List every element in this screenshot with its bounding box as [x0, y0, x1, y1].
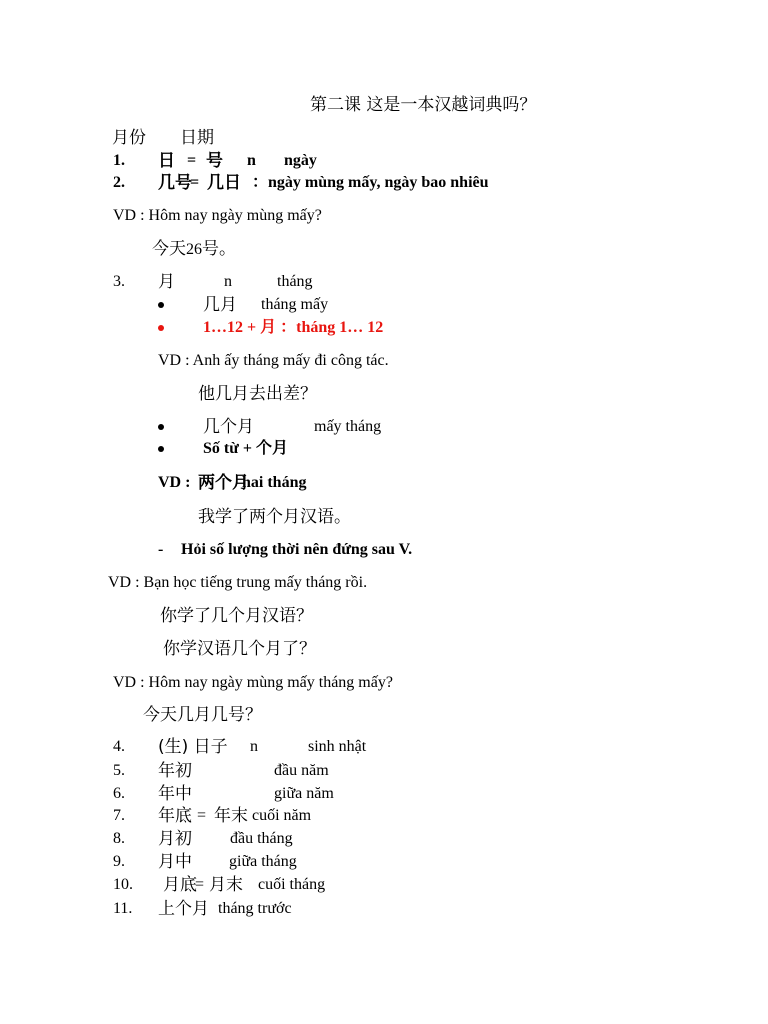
vocab-num: 5.: [113, 762, 125, 779]
item2-eq: =: [190, 174, 200, 191]
vocab-vi: giữa năm: [274, 785, 334, 802]
bullet-a-zh: 几月: [203, 295, 237, 315]
vocab-num: 10.: [113, 876, 133, 893]
rule-text: Hỏi số lượng thời nên đứng sau V.: [181, 541, 413, 558]
bullet-a-vi: tháng mấy: [261, 296, 329, 313]
vd2-text: VD : Anh ấy tháng mấy đi công tác.: [158, 352, 389, 369]
vocab-zh: (生) 日子: [158, 737, 228, 757]
vd3-label: VD :: [158, 474, 191, 491]
item3-vi: tháng: [277, 273, 313, 290]
vocab-eq: =: [197, 807, 207, 824]
item2-zh: 几号: [158, 173, 192, 193]
item2-zh2: 几日: [207, 173, 241, 193]
vocab-num: 11.: [113, 900, 133, 917]
vd3-answer: 我学了两个月汉语。: [198, 507, 351, 527]
vocab-vi: đầu tháng: [230, 830, 293, 847]
item1-eq: =: [187, 152, 197, 169]
item1-zh: 日: [158, 151, 175, 171]
vocab-zh: 月底: [163, 875, 197, 895]
vocab-vi: tháng trước: [218, 900, 292, 917]
vocab-num: 7.: [113, 807, 125, 824]
vd1-answer-prefix: 今天: [152, 239, 186, 259]
vocab-eq: =: [195, 876, 205, 893]
rule-dash: -: [158, 541, 164, 558]
vocab-vi: sinh nhật: [308, 738, 367, 755]
vd5-text: VD : Hôm nay ngày mùng mấy tháng mấy?: [113, 674, 393, 691]
item1-zh2: 号: [206, 151, 223, 171]
vocab-pos: n: [250, 738, 258, 755]
item2-num: 2.: [113, 174, 125, 191]
vd4-answer2: 你学汉语几个月了？: [163, 639, 316, 659]
vocab-vi: cuối năm: [252, 807, 312, 824]
vd1-answer-suffix: 号。: [202, 239, 236, 259]
bullet-d-text: Số từ + 个月: [203, 440, 288, 457]
vocab-zh: 月中: [158, 852, 192, 872]
vd1-text: VD : Hôm nay ngày mùng mấy?: [113, 207, 322, 224]
header-right: 日期: [180, 128, 214, 148]
vd2-answer: 他几月去出差？: [198, 384, 317, 404]
item1-num: 1.: [113, 152, 125, 169]
header-left: 月份: [112, 128, 146, 148]
vocab-vi: giữa tháng: [229, 853, 297, 870]
item1-vi: ngày: [284, 152, 317, 169]
vocab-num: 6.: [113, 785, 125, 802]
vd1-answer-num: 26: [186, 241, 202, 258]
bullet-dot: [158, 446, 164, 452]
vd4-text: VD : Bạn học tiếng trung mấy tháng rồi.: [108, 574, 368, 591]
vd3-zh: 两个月: [198, 473, 249, 493]
bullet-dot-red: [158, 325, 164, 331]
item3-num: 3.: [113, 273, 125, 290]
item3-pos: n: [224, 273, 232, 290]
vocab-zh: 年中: [158, 784, 192, 804]
vocab-vi: cuối tháng: [258, 876, 326, 893]
vocab-zh2: 年末: [214, 806, 248, 826]
vocab-zh: 年初: [158, 761, 192, 781]
vocab-num: 8.: [113, 830, 125, 847]
vocab-zh: 上个月: [158, 899, 209, 919]
vd1-answer: [152, 239, 236, 260]
item1-pos: n: [247, 152, 256, 169]
vocab-num: 9.: [113, 853, 125, 870]
bullet-dot: [158, 424, 164, 430]
item2-vi: ：ngày mùng mấy, ngày bao nhiêu: [252, 174, 489, 191]
vocab-num: 4.: [113, 738, 125, 755]
vd3-vi: hai tháng: [242, 474, 307, 491]
vocab-zh: 年底: [158, 806, 192, 826]
item3-zh: 月: [158, 272, 175, 292]
vocab-vi: đầu năm: [274, 762, 329, 779]
page-title: 第二课 这是一本汉越词典吗？: [310, 95, 537, 115]
bullet-dot: [158, 302, 164, 308]
vd4-answer1: 你学了几个月汉语？: [160, 606, 313, 626]
bullet-c-zh: 几个月: [203, 417, 254, 437]
vd5-answer: 今天几月几号？: [143, 705, 262, 725]
bullet-c-vi: mấy tháng: [314, 418, 382, 435]
vocab-zh: 月初: [158, 829, 192, 849]
bullet-b-text: 1…12 + 月 ：tháng 1… 12: [203, 319, 384, 336]
vocab-zh2: 月末: [209, 875, 243, 895]
